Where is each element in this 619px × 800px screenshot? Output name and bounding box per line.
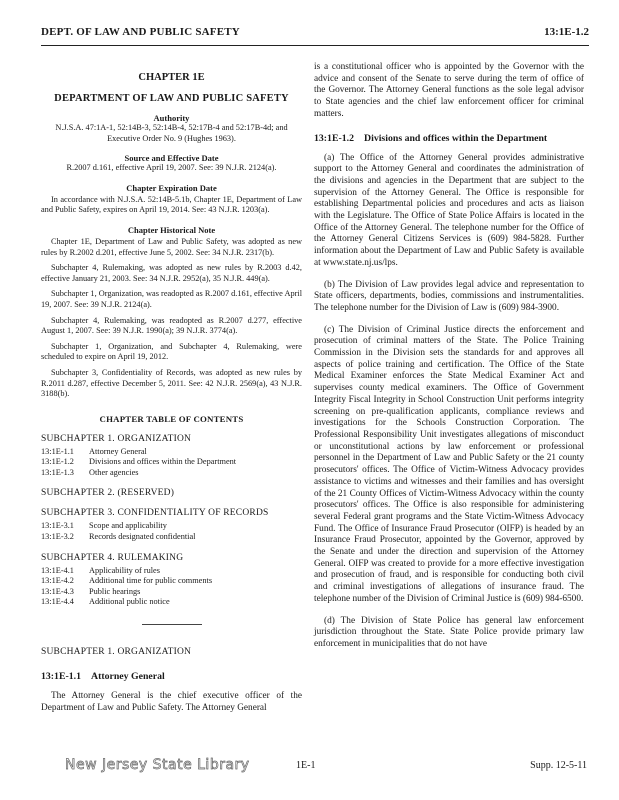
history-note: Chapter 1E, Department of Law and Public Safety, was adopted as new rules by R.2002 d.201, effective June 5, 2002. See: 34 N.J.R. 2317(b).: [41, 236, 302, 257]
toc-entry[interactable]: [41, 468, 302, 479]
page-number: 1E-1: [296, 760, 316, 771]
history-notes: [41, 237, 302, 400]
toc-entry-title: Records designated confidential: [89, 532, 196, 542]
subchapter-1-heading: SUBCHAPTER 1. ORGANIZATION: [41, 647, 192, 658]
toc-entry-title: Public hearings: [89, 586, 141, 596]
toc-entry-number: 13:1E-4.1: [41, 565, 74, 575]
paragraph-c: (c) The Division of Criminal Justice directs the enforcement and prosecution of criminal matters of the State. The Police Training Commission in the Division sets the standards for and approves all aspects of police training and certification. The Office of the State Medical Examiner enforces the State Medical Examiner Act and supervises county medical examiners. The Office of Government Integrity Fiscal Integrity in School Construction Unit performs integrity screening on pre-qualification applicants, compliance reviews and investigations for the Schools Construction Corporation. The Professional Responsibility Unit investigates allegations of misconduct or unconstitutional actions by law enforcement or professional personnel in the Department of Law and Public Safety or the 21 county prosecutors' offices. The Office of Victim-Witness Advocacy provides assistance to victims and witnesses and their families and has oversight of the 21 County Offices of Victim-Witness Advocacy within the county prosecutors' offices. The Office is also responsible for administering several Federal grant programs and the State Victim-Witness Advocacy Fund. The Office of Insurance Fraud Prosecutor (OIFP) is headed by an Insurance Fraud Prosecutor, appointed by the Governor, approved by the Senate and under the direction and supervision of the Attorney General. OIFP was created to provide for a more effective investigation and prosecution of fraud, and is responsible for conducting both civil and criminal investigations of allegations of insurance fraud. The telephone number of the Division of Criminal Justice is (609) 984-6500.: [314, 324, 584, 604]
paragraph-b: (b) The Division of Law provides legal advice and representation to State officers, departments, bodies, commissions and instrumentalities. The telephone number for the Division of Law is (609) 984-3900.: [314, 279, 584, 313]
toc-entry-number: 13:1E-3.2: [41, 532, 74, 542]
toc-entry-number: 13:1E-4.3: [41, 586, 74, 596]
history-note: Subchapter 1, Organization, and Subchapter 4, Rulemaking, were scheduled to expire on April 19, 2012.: [41, 341, 302, 362]
left-column: [41, 62, 302, 714]
toc-entry-title: Other agencies: [89, 467, 139, 477]
toc-subchapter-heading: SUBCHAPTER 2. (RESERVED): [41, 488, 175, 499]
toc-entry-number: 13:1E-1.3: [41, 467, 74, 477]
section-title: Attorney General: [91, 671, 165, 683]
expiration-heading: Chapter Expiration Date: [126, 182, 217, 193]
section-heading: [41, 671, 302, 682]
toc-entry[interactable]: [41, 447, 302, 458]
header-title: DEPT. OF LAW AND PUBLIC SAFETY: [41, 26, 240, 38]
section-heading: [314, 133, 584, 144]
toc-title: CHAPTER TABLE OF CONTENTS: [99, 413, 244, 424]
supplement-date: Supp. 12-5-11: [530, 760, 587, 771]
continuation-text: is a constitutional officer who is appointed by the Governor with the advice and consent of the Senate to serve during the term of office of the Governor. The Attorney General functions as the sole legal advisor to State agencies and the chief law enforcement officer for criminal matters.: [314, 62, 584, 119]
history-note: Subchapter 1, Organization, was readopted as R.2007 d.161, effective April 19, 2007. See: 39 N.J.R. 2124(a).: [41, 289, 302, 309]
history-note: Subchapter 3, Confidentiality of Records, was adopted as new rules by R.2011 d.287, effective December 5, 2011. See: 42 N.J.R. 2569(a), 43 N.J.R. 3188(b).: [41, 367, 302, 399]
library-watermark: New Jersey State Library: [65, 757, 250, 773]
expiration-text: In accordance with N.J.S.A. 52:14B-5.1b, Chapter 1E, Department of Law and Public Safety, expires on April 19, 2014. See: 43 N.J.R. 1203(a).: [41, 194, 302, 215]
paragraph-a: (a) The Office of the Attorney General provides administrative support to the Attorney General and coordinates the administration of the divisions and agencies in the Department that are subject to the supervision of the Attorney General. The Office is responsible for establishing Departmental policies and procedures and acts as liaison with the Legislature. The Office of State Police Affairs is located in the Office of the Attorney General. The telephone number for the Office of the Attorney General Citizens Services is (609) 984-5828. Further information about the Department of Law and Public Safety is available at www.state.nj.us/lps.: [314, 152, 584, 268]
toc-entry-title: Applicability of rules: [89, 565, 160, 575]
department-title: DEPARTMENT OF LAW AND PUBLIC SAFETY: [54, 93, 289, 104]
toc-entry[interactable]: [41, 576, 302, 587]
section-body: The Attorney General is the chief executive officer of the Department of Law and Public Safety. The Attorney General: [41, 691, 302, 713]
history-note: Subchapter 4, Rulemaking, was adopted as new rules by R.2003 d.42, effective January 21, 2003. See: 34 N.J.R. 2952(a), 35 N.J.R. 449(a).: [41, 263, 302, 283]
toc-entry-title: Attorney General: [89, 446, 147, 456]
paragraph-d: (d) The Division of State Police has general law enforcement jurisdiction throughout the State. State Police provide primary law enforcement in municipalities that do not have: [314, 615, 584, 649]
toc-entry-number: 13:1E-3.1: [41, 521, 74, 531]
history-note: Subchapter 4, Rulemaking, was readopted as R.2007 d.277, effective August 1, 2007. See: 39 N.J.R. 1990(a); 39 N.J.R. 3774(a).: [41, 315, 302, 336]
authority-text: N.J.S.A. 47:1A-1, 52:14B-3, 52:14B-4, 52:17B-4 and 52:17B-4d; and Executive Order No. 9 (Hughes 1963).: [55, 123, 288, 143]
source-heading: Source and Effective Date: [124, 153, 219, 164]
toc-entry[interactable]: [41, 521, 302, 532]
section-title: Divisions and offices within the Department: [364, 132, 548, 144]
running-header: [41, 22, 589, 46]
toc-subchapter-heading: SUBCHAPTER 4. RULEMAKING: [41, 552, 184, 563]
divider: [142, 624, 202, 625]
toc-entry-title: Additional time for public comments: [89, 576, 213, 586]
right-column: [314, 62, 584, 651]
toc-entry[interactable]: [41, 457, 302, 468]
header-section-number: 13:1E-1.2: [544, 26, 589, 38]
toc-entry[interactable]: [41, 587, 302, 598]
toc-subchapter-heading: SUBCHAPTER 3. CONFIDENTIALITY OF RECORDS: [41, 508, 269, 519]
toc-entry[interactable]: [41, 532, 302, 543]
source-text: R.2007 d.161, effective April 19, 2007. See: 39 N.J.R. 2124(a).: [66, 163, 277, 173]
toc-entry-title: Additional public notice: [89, 597, 170, 607]
toc-entry-number: 13:1E-4.4: [41, 597, 74, 607]
section-number: 13:1E-1.1: [41, 671, 82, 683]
toc: [41, 434, 302, 608]
toc-entry-title: Scope and applicability: [89, 521, 167, 531]
toc-entry-title: Divisions and offices within the Department: [89, 457, 237, 467]
history-heading: Chapter Historical Note: [127, 224, 216, 235]
toc-entry-number: 13:1E-1.2: [41, 457, 74, 467]
toc-entry-number: 13:1E-1.1: [41, 446, 74, 456]
toc-entry-number: 13:1E-4.2: [41, 576, 74, 586]
toc-subchapter-heading: SUBCHAPTER 1. ORGANIZATION: [41, 433, 192, 444]
toc-entry[interactable]: [41, 597, 302, 608]
authority-heading: Authority: [153, 113, 190, 123]
toc-entry[interactable]: [41, 566, 302, 577]
section-number: 13:1E-1.2: [314, 132, 355, 144]
chapter-title: CHAPTER 1E: [138, 72, 205, 83]
